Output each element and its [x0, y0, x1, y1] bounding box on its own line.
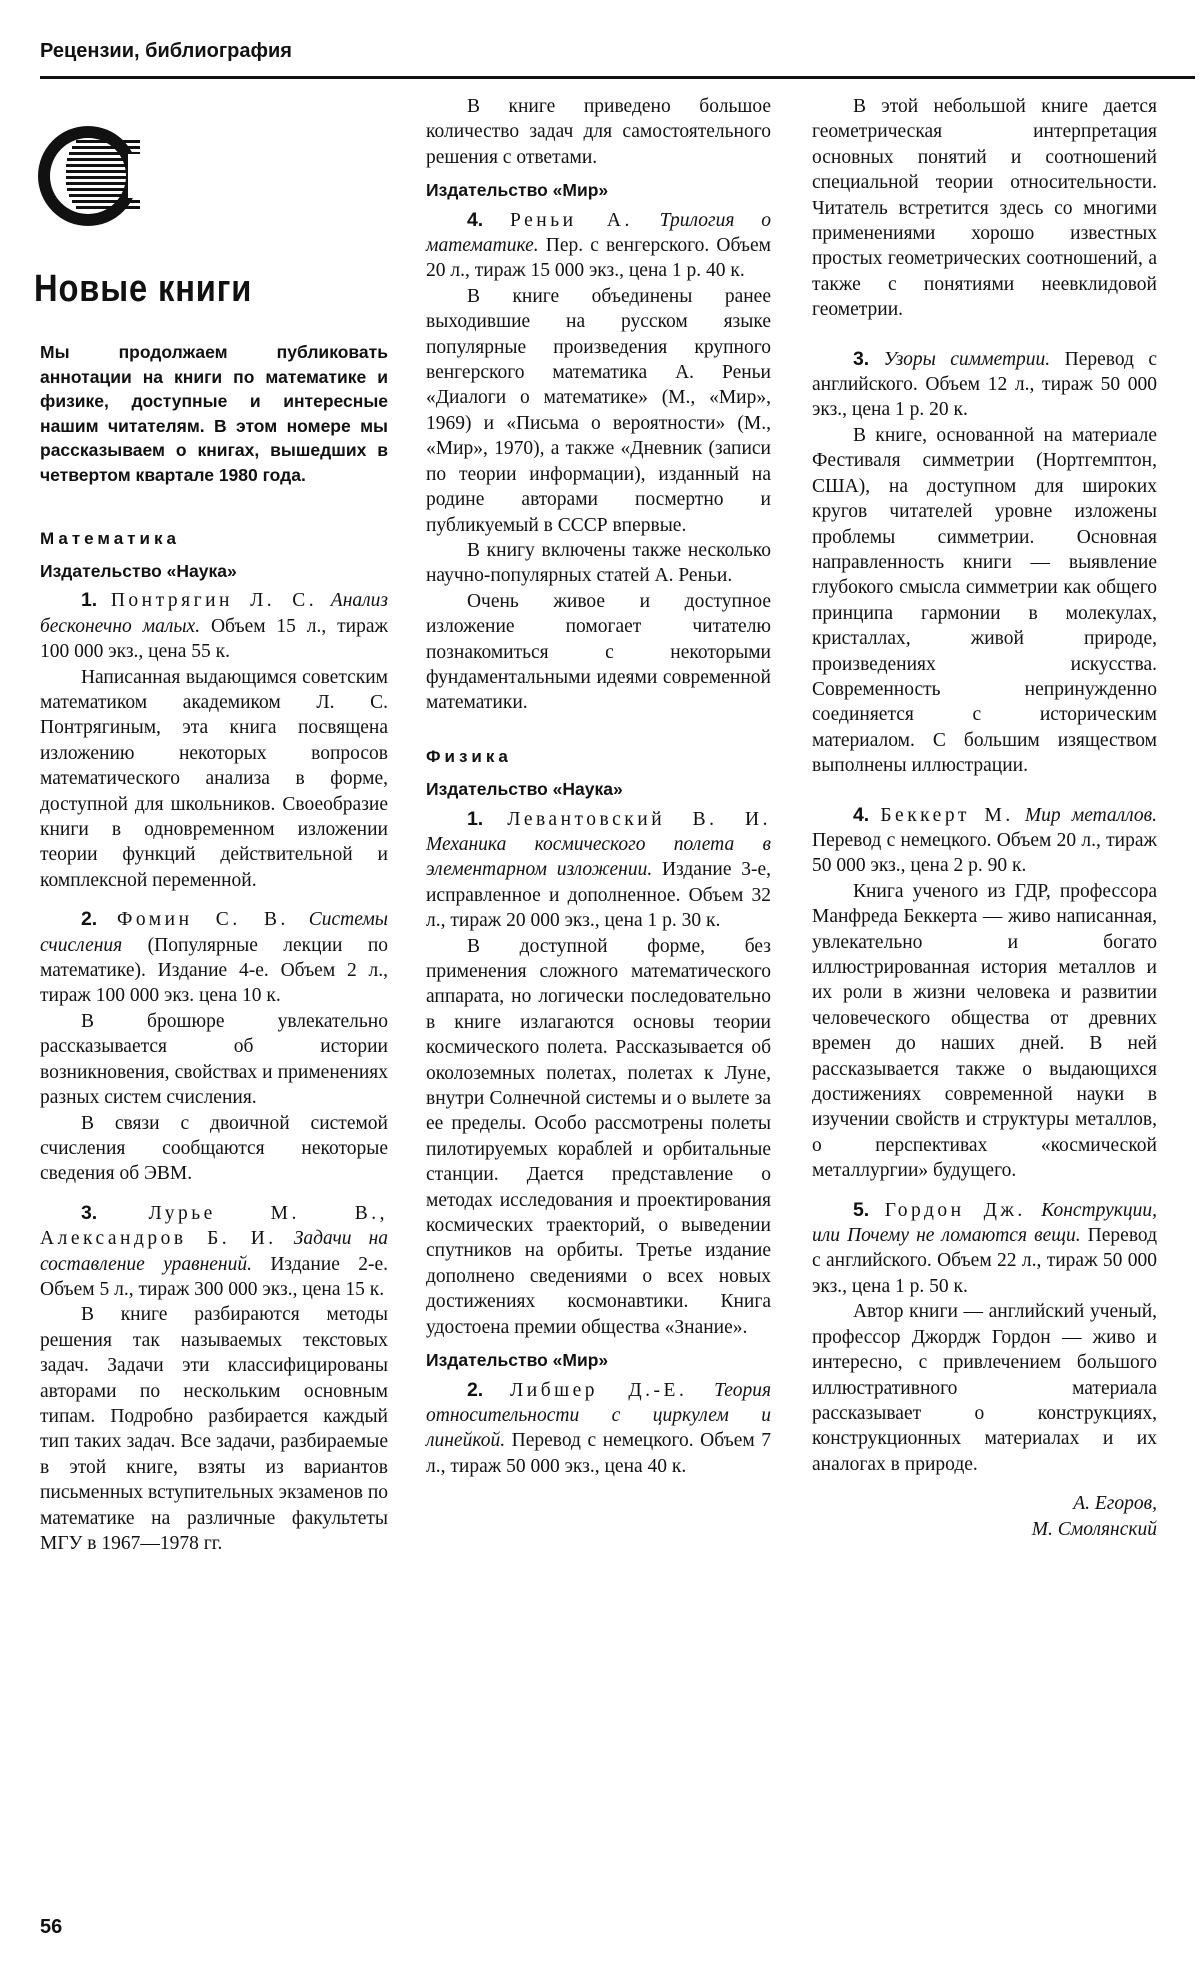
- column-2: [426, 94, 771, 1479]
- book-description: В доступной форме, без применения сложного математического аппарата, но логически последовательно в книге излагаются основы теории космического полета. Рассказывается об околоземных полетах, полетах к Луне, внутри Солнечной системы и о вылете за ее пределы. Особо рассмотрены полеты пилотируемых кораблей и орбитальные станции. Дается представление о методах исследования и проектирования космических траекторий, о выведении спутников на орбиты. Третье издание дополнено сведениями о всех новых достижениях космонавтики. Книга удостоена премии общества «Знание».: [426, 935, 771, 1338]
- book-entry: 3. Лурье М. В., Александров Б. И. Задачи на составление уравнений. Издание 2-е. Объем 5 л., тираж 300 000 экз., цена 15 к.: [40, 1201, 389, 1300]
- page-number: 56: [40, 1916, 63, 1938]
- publisher-mir-math: Издательство «Мир»: [426, 180, 609, 201]
- column-3: [812, 94, 1157, 1542]
- book-description: В книге, основанной на материале Фестиваля симметрии (Нортгемптон, США), на доступном для широких кругов читателей уровне изложены проблемы симметрии. Основная направленность книги — выявление глубокого смысла симметрии как общего принципа гармонии в молекулах, кристаллах, живой природе, произведениях искусства. Современность непринужденно соединяется с историческим материалом. С большим изяществом выполнены иллюстрации.: [812, 424, 1157, 777]
- book-description: Написанная выдающимся советским математиком академиком Л. С. Понтрягиным, эта книга посвящена изложению некоторых вопросов математического анализа в форме, доступной для школьников. Своеобразие книги в одновременном изложении теории функций действительной и комплексной переменной.: [40, 666, 388, 891]
- book-entry: 2. Либшер Д.-Е. Теория относительности с циркулем и линейкой. Перевод с немецкого. Объем 7 л., тираж 50 000 экз., цена 40 к.: [426, 1378, 772, 1477]
- book-entry: 1. Левантовский В. И. Механика космического полета в элементарном изложении. Издание 3-е, исправленное и дополненное. Объем 32 л., тираж 20 000 экз., цена 1 р. 30 к.: [426, 807, 772, 932]
- book-description: В связи с двоичной системой счисления сообщаются некоторые сведения об ЭВМ.: [40, 1112, 388, 1185]
- book-description: В этой небольшой книге дается геометрическая интерпретация основных понятий и соотношений специальной теории относительности. Читатель встретится здесь со многими применениями хорошо известных простых геометрических соотношений, а также с понятиями неевклидовой геометрии.: [812, 96, 1157, 321]
- book-description: В книге приведено большое количество задач для самостоятельного решения с ответами.: [426, 96, 771, 168]
- book-description: В брошюре увлекательно рассказывается об истории возникновения, свойствах и применениях разных систем счисления.: [40, 1010, 388, 1109]
- running-header: [40, 36, 1195, 79]
- rubric-math: Математика: [40, 528, 180, 548]
- section-title: Новые книги: [34, 268, 253, 310]
- rubric-physics: Физика: [426, 746, 512, 766]
- signature-line-1: А. Егоров,: [1073, 1493, 1157, 1515]
- book-entry: 5. Гордон Дж. Конструкции, или Почему не ломаются вещи. Перевод с английского. Объем 22 л., тираж 50 000 экз., цена 1 р. 50 к.: [812, 1198, 1158, 1297]
- header-section-title: Рецензии, библиография: [40, 40, 292, 62]
- publisher-nauka-math: Издательство «Наука»: [40, 560, 237, 581]
- publisher-mir-physics: Издательство «Мир»: [426, 1350, 609, 1371]
- column-1: [40, 340, 388, 1556]
- book-entry: 4. Реньи А. Трилогия о математике. Пер. с венгерского. Объем 20 л., тираж 15 000 экз., цена 1 р. 40 к.: [426, 208, 772, 282]
- book-description: Очень живое и доступное изложение помогает читателю познакомиться с некоторыми фундаментальными идеями современной математики.: [426, 590, 771, 714]
- book-entry: 3. Узоры симметрии. Перевод с английского. Объем 12 л., тираж 50 000 экз., цена 1 р. 20 к.: [812, 347, 1158, 421]
- striped-circle-logo-icon: [36, 124, 140, 228]
- book-description: В книге разбираются методы решения так называемых текстовых задач. Задачи эти классифицированы авторами по нескольким основным типам. Подробно разбирается каждый тип таких задач. Все задачи, разбираемые в этой книге, взяты из вариантов письменных вступительных экзаменов по математике на различные факультеты МГУ в 1967—1978 гг.: [40, 1304, 389, 1554]
- signature-line-2: М. Смолянский: [1031, 1518, 1157, 1540]
- publisher-nauka-physics: Издательство «Наука»: [426, 779, 623, 800]
- book-description: В книгу включены также несколько научно-популярных статей А. Реньи.: [426, 539, 771, 587]
- book-description: Книга ученого из ГДР, профессора Манфреда Беккерта — живо написанная, увлекательно и богато иллюстрированная история металлов и их роли в жизни человека и развитии человеческого общества от древних времен до наших дней. В ней рассказывается также о выдающихся достижениях современной науки в изучении свойств и структуры металлов, о перспективах «космической металлургии» будущего.: [812, 880, 1157, 1182]
- book-entry: 2. Фомин С. В. Системы счисления (Популярные лекции по математике). Издание 4-е. Объем 2 л., тираж 100 000 экз. цена 10 к.: [40, 908, 389, 1007]
- book-entry: 1. Понтрягин Л. С. Анализ бесконечно малых. Объем 15 л., тираж 100 000 экз., цена 55 к.: [40, 589, 388, 663]
- book-description: Автор книги — английский ученый, профессор Джордж Гордон — живо и интересно, с привлечением большого иллюстративного материала рассказывает о конструкциях, конструкционных материалах и их аналогах в природе.: [812, 1301, 1157, 1475]
- book-description: В книге объединены ранее выходившие на русском языке популярные произведения крупного венгерского математика А. Реньи «Диалоги о математике» (М., «Мир», 1969) и «Письма о вероятности» (М., «Мир», 1970), а также «Дневник (записи по теории информации), изданный на родине авторами посмертно и публикуемый в СССР впервые.: [426, 285, 771, 536]
- intro-paragraph: Мы продолжаем публиковать аннотации на книги по математике и физике, доступные и интересные нашим читателям. В этом номере мы рассказываем о книгах, вышедших в четвертом квартале 1980 года.: [40, 342, 388, 485]
- book-entry: 4. Беккерт М. Мир металлов. Перевод с немецкого. Объем 20 л., тираж 50 000 экз., цена 2 р. 90 к.: [812, 803, 1158, 877]
